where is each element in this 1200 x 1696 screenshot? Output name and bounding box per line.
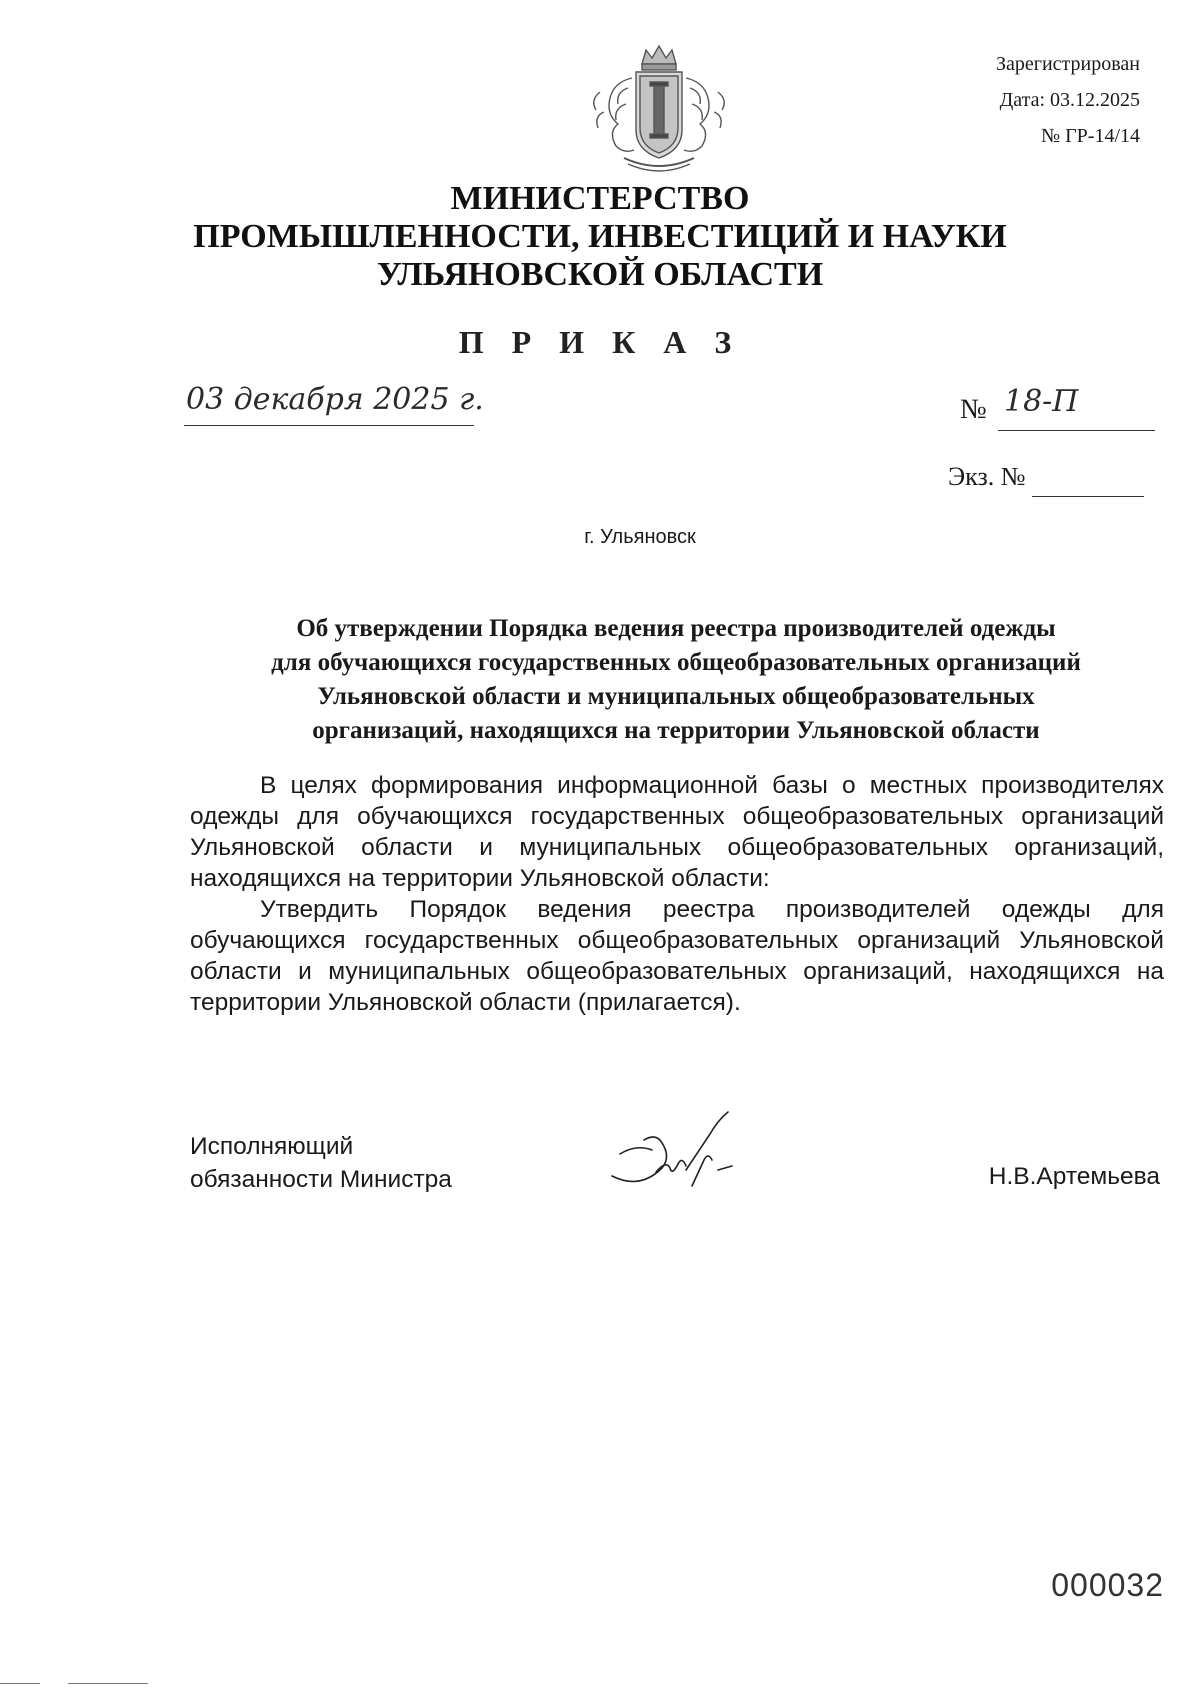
scan-edge-mark: [0, 1683, 40, 1684]
subject-line-1: Об утверждении Порядка ведения реестра производителей одежды: [296, 615, 1056, 642]
body-paragraph-1: В целях формирования информационной базы о местных производителях одежды для обучающихся государственных общеобразовательных организаций Ульяновской области и муниципальных общеобразовательных организаций, находящихся на территории Ульяновской области:: [190, 772, 1164, 892]
order-body: [190, 770, 1164, 1018]
date-underline: [184, 425, 474, 426]
ministry-line-3: УЛЬЯНОВСКОЙ ОБЛАСТИ: [376, 256, 824, 293]
registration-stamp: [996, 46, 1140, 154]
ministry-line-1: МИНИСТЕРСТВО: [450, 180, 750, 217]
copy-number-underline: [1032, 496, 1144, 497]
order-subject: [190, 612, 1162, 748]
scan-edge-mark: [68, 1683, 148, 1684]
order-number: 18-П: [1004, 384, 1079, 419]
signer-title: [190, 1130, 452, 1196]
registration-status: Зарегистрирован: [995, 53, 1140, 75]
coat-of-arms-icon: [584, 42, 734, 178]
order-date: 03 декабря 2025 г.: [186, 382, 484, 417]
city: г. Ульяновск: [584, 526, 696, 548]
signer-title-line-2: обязанности Министра: [190, 1166, 452, 1193]
subject-line-3: Ульяновской области и муниципальных общеобразовательных: [317, 683, 1035, 710]
ministry-title: [0, 180, 1200, 294]
ministry-line-2: ПРОМЫШЛЕННОСТИ, ИНВЕСТИЦИЙ И НАУКИ: [193, 218, 1007, 255]
subject-line-4: организаций, находящихся на территории Ульяновской области: [312, 717, 1040, 744]
number-underline: [998, 430, 1155, 431]
signature-icon: [600, 1090, 770, 1210]
order-number-label: №: [960, 394, 987, 425]
subject-line-2: для обучающихся государственных общеобразовательных организаций: [271, 649, 1081, 676]
registration-date: Дата: 03.12.2025: [999, 89, 1140, 111]
copy-number-label: Экз. №: [948, 462, 1026, 491]
signer-title-line-1: Исполняющий: [190, 1133, 354, 1160]
document-type: П Р И К А З: [458, 324, 742, 360]
page-number: 000032: [1051, 1567, 1164, 1603]
registration-number: № ГР-14/14: [1041, 125, 1140, 147]
signer-name: Н.В.Артемьева: [988, 1163, 1160, 1190]
body-paragraph-2: Утвердить Порядок ведения реестра производителей одежды для обучающихся государственных общеобразовательных организаций Ульяновской области и муниципальных общеобразовательных организаций, находящихся на территории Ульяновской области (прилагается).: [190, 896, 1164, 1016]
